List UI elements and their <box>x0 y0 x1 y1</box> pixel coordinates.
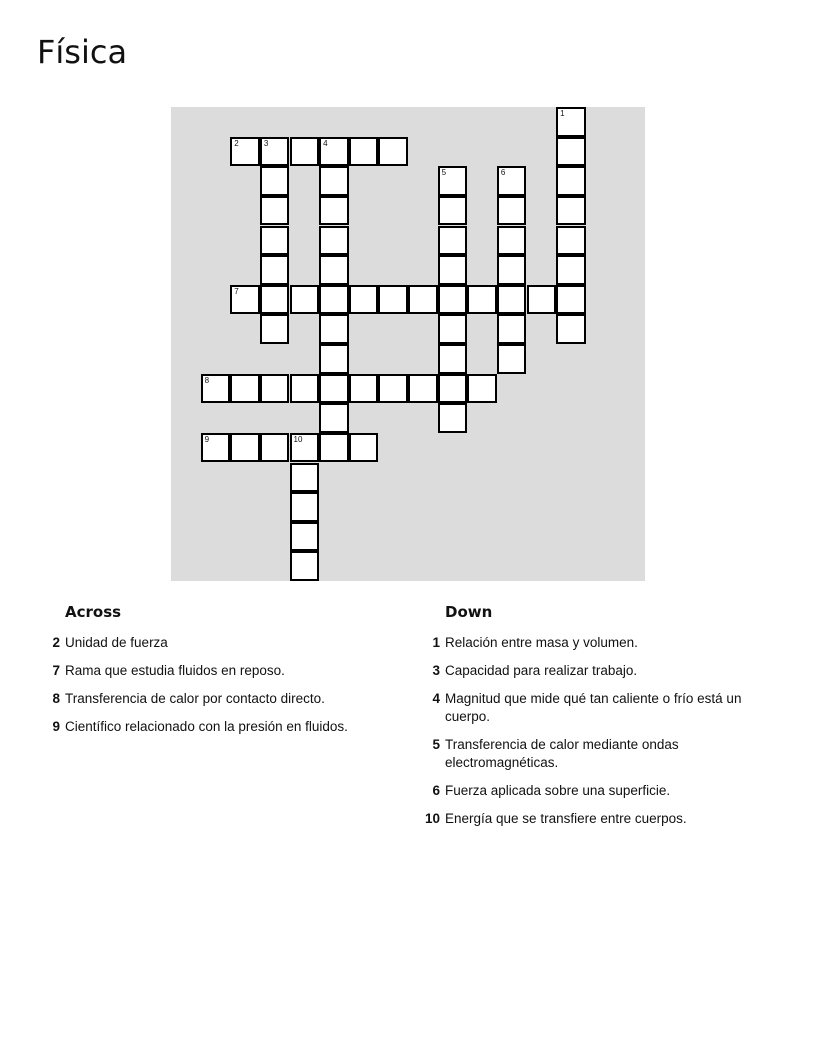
crossword-cell[interactable] <box>319 433 349 463</box>
crossword-cell[interactable] <box>290 492 320 522</box>
clue-number: 9 <box>52 719 60 734</box>
crossword-cell[interactable] <box>556 137 586 167</box>
crossword-cell[interactable] <box>467 374 497 404</box>
clue-text: Transferencia de calor por contacto directo. <box>65 691 325 706</box>
clue-item <box>40 634 380 652</box>
clue-number: 3 <box>432 663 440 678</box>
crossword-grid <box>171 107 645 581</box>
clue-text: Capacidad para realizar trabajo. <box>445 663 638 678</box>
crossword-cell[interactable] <box>527 285 557 315</box>
clue-text: Rama que estudia fluidos en reposo. <box>65 663 285 678</box>
crossword-cell[interactable] <box>290 551 320 581</box>
crossword-cell[interactable] <box>438 166 468 196</box>
clue-number: 6 <box>432 783 440 798</box>
crossword-cell[interactable] <box>260 137 290 167</box>
crossword-cell[interactable] <box>319 196 349 226</box>
cell-number: 2 <box>234 138 239 148</box>
clue-text: Relación entre masa y volumen. <box>445 635 638 650</box>
down-clues <box>420 603 780 838</box>
clue-item <box>40 718 380 736</box>
clue-text: Unidad de fuerza <box>65 635 168 650</box>
crossword-cell[interactable] <box>408 285 438 315</box>
crossword-cell[interactable] <box>319 314 349 344</box>
crossword-cell[interactable] <box>378 285 408 315</box>
crossword-cell[interactable] <box>438 196 468 226</box>
crossword-cell[interactable] <box>497 285 527 315</box>
cell-number: 7 <box>234 286 239 296</box>
crossword-cell[interactable] <box>260 166 290 196</box>
crossword-cell[interactable] <box>438 226 468 256</box>
clue-text: Transferencia de calor mediante ondas electromagnéticas. <box>445 737 679 770</box>
crossword-cell[interactable] <box>556 226 586 256</box>
clue-number: 10 <box>424 811 440 826</box>
crossword-cell[interactable] <box>438 255 468 285</box>
crossword-cell[interactable] <box>497 344 527 374</box>
crossword-cell[interactable] <box>201 374 231 404</box>
crossword-cell[interactable] <box>497 255 527 285</box>
crossword-cell[interactable] <box>260 433 290 463</box>
clue-number: 5 <box>432 737 440 752</box>
crossword-cell[interactable] <box>319 137 349 167</box>
crossword-cell[interactable] <box>230 137 260 167</box>
clue-item <box>420 690 780 726</box>
clue-item <box>420 810 780 828</box>
clue-number: 7 <box>52 663 60 678</box>
clue-item <box>40 690 380 708</box>
clue-item <box>420 736 780 772</box>
crossword-cell[interactable] <box>260 374 290 404</box>
cell-number: 10 <box>293 434 303 444</box>
crossword-cell[interactable] <box>201 433 231 463</box>
crossword-cell[interactable] <box>497 196 527 226</box>
crossword-cell[interactable] <box>408 374 438 404</box>
crossword-cell[interactable] <box>438 403 468 433</box>
down-heading: Down <box>445 603 493 621</box>
clue-text: Fuerza aplicada sobre una superficie. <box>445 783 671 798</box>
crossword-cell[interactable] <box>260 314 290 344</box>
crossword-cell[interactable] <box>349 137 379 167</box>
cell-number: 8 <box>204 375 210 385</box>
clue-item <box>420 782 780 800</box>
crossword-cell[interactable] <box>319 255 349 285</box>
crossword-cell[interactable] <box>290 374 320 404</box>
clue-number: 4 <box>432 691 440 706</box>
cell-number: 6 <box>500 168 506 178</box>
crossword-cell[interactable] <box>290 285 320 315</box>
crossword-cell[interactable] <box>349 285 379 315</box>
crossword-cell[interactable] <box>378 137 408 167</box>
clue-number: 1 <box>432 635 440 650</box>
crossword-cell[interactable] <box>319 166 349 196</box>
crossword-cell[interactable] <box>319 374 349 404</box>
cell-number: 3 <box>263 138 269 148</box>
cell-number: 9 <box>204 434 210 444</box>
crossword-cell[interactable] <box>438 344 468 374</box>
down-clue-list <box>420 634 780 828</box>
across-heading: Across <box>65 603 122 621</box>
crossword-cell[interactable] <box>556 107 586 137</box>
crossword-cell[interactable] <box>497 314 527 344</box>
clue-number: 2 <box>52 635 60 650</box>
crossword-cell[interactable] <box>349 433 379 463</box>
clue-text: Científico relacionado con la presión en fluidos. <box>65 719 348 734</box>
clue-item <box>40 662 380 680</box>
crossword-cell[interactable] <box>497 166 527 196</box>
crossword-cell[interactable] <box>319 403 349 433</box>
across-clue-list <box>40 634 380 736</box>
cell-number: 4 <box>323 138 328 148</box>
crossword-cell[interactable] <box>230 433 260 463</box>
clue-text: Energía que se transfiere entre cuerpos. <box>445 811 687 826</box>
crossword-cell[interactable] <box>556 285 586 315</box>
cell-number: 1 <box>560 109 565 118</box>
crossword-cell[interactable] <box>349 374 379 404</box>
crossword-cell[interactable] <box>497 226 527 256</box>
crossword-cell[interactable] <box>556 196 586 226</box>
crossword-cell[interactable] <box>556 255 586 285</box>
crossword-cell[interactable] <box>290 463 320 493</box>
crossword-cell[interactable] <box>260 285 290 315</box>
clue-item <box>420 634 780 652</box>
crossword-cell[interactable] <box>230 285 260 315</box>
clue-number: 8 <box>52 691 60 706</box>
crossword-cell[interactable] <box>319 226 349 256</box>
crossword-cell[interactable] <box>438 314 468 344</box>
crossword-cell[interactable] <box>290 137 320 167</box>
crossword-cell[interactable] <box>290 522 320 552</box>
crossword-cell[interactable] <box>467 285 497 315</box>
crossword-cell[interactable] <box>319 285 349 315</box>
crossword-cell[interactable] <box>260 226 290 256</box>
crossword-cell[interactable] <box>556 166 586 196</box>
crossword-cell[interactable] <box>260 255 290 285</box>
crossword-cell[interactable] <box>378 374 408 404</box>
page-title: Física <box>37 33 128 71</box>
clue-text: Magnitud que mide qué tan caliente o frío está un cuerpo. <box>445 691 742 724</box>
crossword-cell[interactable] <box>230 374 260 404</box>
cell-number: 5 <box>441 168 447 178</box>
crossword-cell[interactable] <box>556 314 586 344</box>
crossword-cell[interactable] <box>438 285 468 315</box>
crossword-cell[interactable] <box>290 433 320 463</box>
crossword-cell[interactable] <box>260 196 290 226</box>
crossword-cell[interactable] <box>319 344 349 374</box>
clue-item <box>420 662 780 680</box>
crossword-cell[interactable] <box>438 374 468 404</box>
across-clues <box>40 603 380 746</box>
